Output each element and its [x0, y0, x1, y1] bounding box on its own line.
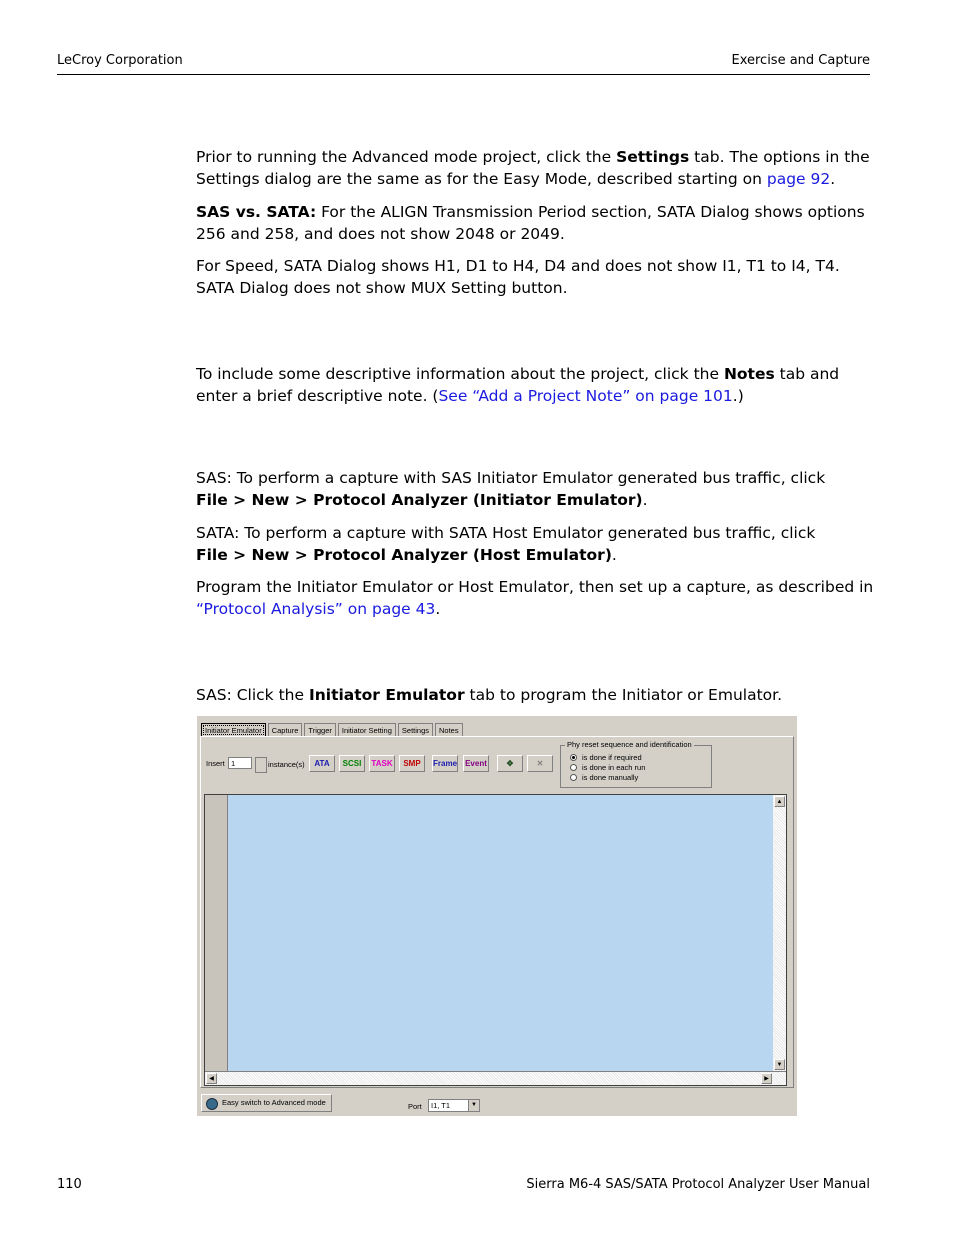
task-button[interactable]: TASK [369, 755, 395, 772]
move-arrows-icon: ✥ [506, 759, 514, 768]
vertical-scrollbar[interactable] [773, 795, 786, 1071]
scroll-left-button[interactable]: ◀ [206, 1073, 217, 1084]
header-rule [57, 74, 870, 75]
scroll-right-button[interactable]: ▶ [761, 1073, 772, 1084]
instances-label: instance(s) [268, 760, 305, 769]
tab-settings[interactable]: Settings [398, 723, 433, 737]
port-value: I1, T1 [431, 1101, 451, 1110]
page-number: 110 [57, 1177, 82, 1192]
tab-capture[interactable]: Capture [268, 723, 303, 737]
initiator-emulator-window [197, 716, 797, 1116]
paragraph-sas-capture: SAS: To perform a capture with SAS Initiator Emulator generated bus traffic, click File > New > Protocol Analyzer (Initiator Emulator). [196, 469, 826, 509]
paragraph-program: Program the Initiator Emulator or Host Emulator, then set up a capture, as described in “Protocol Analysis” on page 43. [196, 578, 874, 618]
port-select[interactable] [428, 1099, 480, 1112]
delete-button[interactable] [527, 755, 553, 772]
radio-each-run-label: is done in each run [582, 763, 646, 772]
scsi-button[interactable]: SCSI [339, 755, 365, 772]
page-92-link[interactable]: page 92 [766, 170, 831, 188]
paragraph-initiator-tab: SAS: Click the Initiator Emulator tab to program the Initiator or Emulator. [196, 686, 783, 704]
port-label: Port [408, 1102, 422, 1111]
radio-if-required[interactable] [570, 754, 577, 761]
radio-if-required-label: is done if required [582, 753, 642, 762]
radio-manually-label: is done manually [582, 773, 639, 782]
tab-initiator-setting[interactable]: Initiator Setting [338, 723, 396, 737]
insert-count-input[interactable]: 1 [228, 757, 252, 769]
page-header-left: LeCroy Corporation [57, 53, 183, 68]
tab-bar [201, 723, 465, 737]
phy-reset-group [560, 740, 712, 788]
phy-reset-title: Phy reset sequence and identification [567, 740, 692, 749]
close-icon: ✕ [536, 759, 544, 768]
chevron-down-icon[interactable]: ▼ [468, 1100, 479, 1111]
insert-label: Insert [206, 759, 225, 768]
editor-canvas[interactable] [228, 795, 773, 1071]
scroll-up-button[interactable]: ▲ [774, 796, 785, 807]
easy-mode-label: Easy switch to Advanced mode [222, 1098, 326, 1107]
host-menu-path: File > New > Protocol Analyzer (Host Emulator) [196, 546, 612, 564]
smp-button[interactable]: SMP [399, 755, 425, 772]
notes-term: Notes [723, 365, 775, 383]
paragraph-sas-vs-sata: SAS vs. SATA: For the ALIGN Transmission Period section, SATA Dialog shows options 256 and 258, and does not show 2048 or 2049. [196, 203, 865, 243]
easy-mode-button[interactable] [201, 1094, 332, 1112]
editor-gutter [205, 795, 228, 1071]
move-button[interactable] [497, 755, 523, 772]
page-header-right: Exercise and Capture [731, 53, 870, 68]
event-button[interactable]: Event [463, 755, 489, 772]
radio-each-run[interactable] [570, 764, 577, 771]
tab-notes[interactable]: Notes [435, 723, 463, 737]
tab-initiator-emulator[interactable]: Initiator Emulator [201, 723, 266, 737]
paragraph-speed: For Speed, SATA Dialog shows H1, D1 to H4, D4 and does not show I1, T1 to I4, T4. SATA Dialog does not show MUX Setting button. [196, 257, 840, 297]
settings-term: Settings [616, 148, 690, 166]
ata-button[interactable]: ATA [309, 755, 335, 772]
sequence-editor [204, 794, 787, 1086]
horizontal-scrollbar[interactable] [205, 1071, 786, 1085]
frame-button[interactable]: Frame [432, 755, 458, 772]
manual-title: Sierra M6-4 SAS/SATA Protocol Analyzer User Manual [526, 1177, 870, 1192]
paragraph-notes: To include some descriptive information about the project, click the Notes tab and enter a brief descriptive note. (See “Add a Project Note” on page 101.) [196, 365, 840, 405]
radio-manually[interactable] [570, 774, 577, 781]
sas-vs-sata-term: SAS vs. SATA: [196, 203, 317, 221]
paragraph-sata-capture: SATA: To perform a capture with SATA Host Emulator generated bus traffic, click File > New > Protocol Analyzer (Host Emulator). [196, 524, 816, 564]
project-note-link[interactable]: See “Add a Project Note” on page 101 [438, 387, 733, 405]
protocol-analysis-link[interactable]: “Protocol Analysis” on page 43 [196, 600, 436, 618]
paragraph-settings: Prior to running the Advanced mode project, click the Settings tab. The options in the Settings dialog are the same as for the Easy Mode, described starting on page 92. [196, 148, 870, 188]
mode-switch-icon [206, 1098, 218, 1110]
initiator-menu-path: File > New > Protocol Analyzer (Initiator Emulator) [196, 491, 643, 509]
scroll-down-button[interactable]: ▼ [774, 1059, 785, 1070]
insert-count-spinner[interactable] [255, 757, 267, 773]
initiator-emulator-term: Initiator Emulator [308, 686, 465, 704]
tab-trigger[interactable]: Trigger [304, 723, 335, 737]
